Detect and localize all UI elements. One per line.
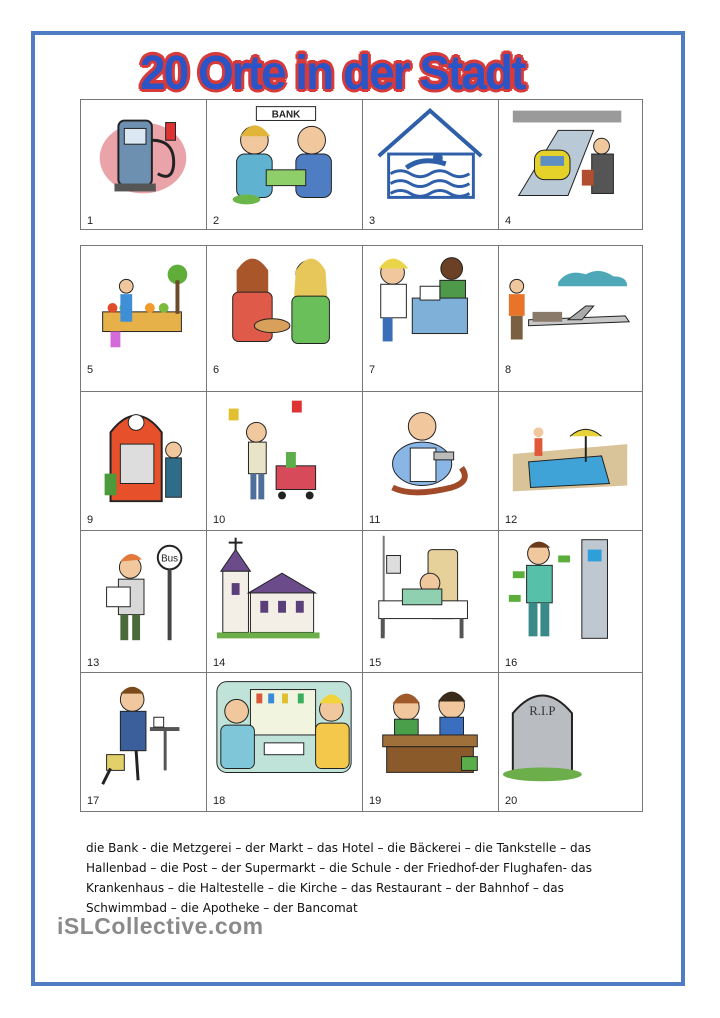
cell-number: 7 bbox=[369, 364, 376, 376]
grid-cell-17 bbox=[80, 672, 207, 812]
grid-cell-4 bbox=[498, 99, 643, 230]
restaurant-icon bbox=[81, 673, 206, 791]
word-bank-line: Krankenhaus – die Haltestelle – die Kirche – das Restaurant – der Bahnhof – das bbox=[86, 881, 564, 895]
grid-cell-20 bbox=[498, 672, 643, 812]
grid-cell-5 bbox=[80, 245, 207, 392]
page-title: 20 Orte in der Stadt bbox=[140, 44, 525, 100]
grid-cell-9 bbox=[80, 391, 207, 531]
bus-stop-icon bbox=[81, 531, 206, 649]
grid-cell-14 bbox=[206, 530, 363, 673]
bus-sign: Bus bbox=[161, 553, 179, 565]
grid-cell-19 bbox=[362, 672, 499, 812]
fuel-pump-icon bbox=[81, 100, 206, 212]
picture-grid bbox=[80, 99, 643, 834]
grid-cell-8 bbox=[498, 245, 643, 392]
cash-machine-icon bbox=[499, 531, 642, 649]
grid-cell-7 bbox=[362, 245, 499, 392]
grid-cell-1 bbox=[80, 99, 207, 230]
bank-sign: BANK bbox=[271, 109, 301, 121]
bakery-icon bbox=[207, 246, 362, 360]
cemetery-icon bbox=[499, 673, 642, 791]
cell-number: 14 bbox=[213, 657, 226, 669]
grid-cell-6 bbox=[206, 245, 363, 392]
butcher-icon bbox=[363, 392, 498, 510]
airport-icon bbox=[499, 246, 642, 360]
cell-number: 10 bbox=[213, 514, 226, 526]
pharmacy-icon bbox=[207, 673, 362, 791]
grid-cell-13 bbox=[80, 530, 207, 673]
bank-icon bbox=[207, 100, 362, 212]
school-icon bbox=[363, 673, 498, 791]
train-station-icon bbox=[499, 100, 642, 212]
word-bank-line: Hallenbad – die Post – der Supermarkt – die Schule - der Friedhof-der Flughafen- das bbox=[86, 861, 592, 875]
tombstone-inscription: R.I.P bbox=[529, 704, 556, 719]
cell-number: 15 bbox=[369, 657, 382, 669]
outdoor-pool-icon bbox=[499, 392, 642, 510]
cell-number: 4 bbox=[505, 215, 512, 227]
grid-cell-16 bbox=[498, 530, 643, 673]
cell-number: 18 bbox=[213, 795, 226, 807]
grid-cell-15 bbox=[362, 530, 499, 673]
cell-number: 8 bbox=[505, 364, 512, 376]
hospital-icon bbox=[363, 531, 498, 649]
cell-number: 20 bbox=[505, 795, 518, 807]
word-bank-line: Schwimmbad – die Apotheke – der Bancomat bbox=[86, 901, 358, 915]
cell-number: 16 bbox=[505, 657, 518, 669]
post-office-icon bbox=[363, 246, 498, 360]
cell-number: 5 bbox=[87, 364, 94, 376]
cell-number: 1 bbox=[87, 215, 94, 227]
cell-number: 9 bbox=[87, 514, 94, 526]
cell-number: 12 bbox=[505, 514, 518, 526]
hotel-icon bbox=[81, 392, 206, 510]
grid-cell-2 bbox=[206, 99, 363, 230]
cell-number: 13 bbox=[87, 657, 100, 669]
market-icon bbox=[81, 246, 206, 360]
word-bank bbox=[86, 838, 646, 918]
grid-cell-3 bbox=[362, 99, 499, 230]
word-bank-line: die Bank - die Metzgerei – der Markt – das Hotel – die Bäckerei – die Tankstelle – das bbox=[86, 841, 592, 855]
cell-number: 3 bbox=[369, 215, 376, 227]
cell-number: 6 bbox=[213, 364, 220, 376]
church-icon bbox=[207, 531, 362, 649]
grid-cell-10 bbox=[206, 391, 363, 531]
grid-cell-18 bbox=[206, 672, 363, 812]
grid-cell-11 bbox=[362, 391, 499, 531]
cell-number: 19 bbox=[369, 795, 382, 807]
grid-cell-12 bbox=[498, 391, 643, 531]
supermarket-icon bbox=[207, 392, 362, 510]
swimming-pool-icon bbox=[363, 100, 498, 212]
watermark-brand: iSLCollective.com bbox=[57, 913, 264, 939]
cell-number: 2 bbox=[213, 215, 220, 227]
cell-number: 11 bbox=[369, 514, 381, 526]
cell-number: 17 bbox=[87, 795, 100, 807]
